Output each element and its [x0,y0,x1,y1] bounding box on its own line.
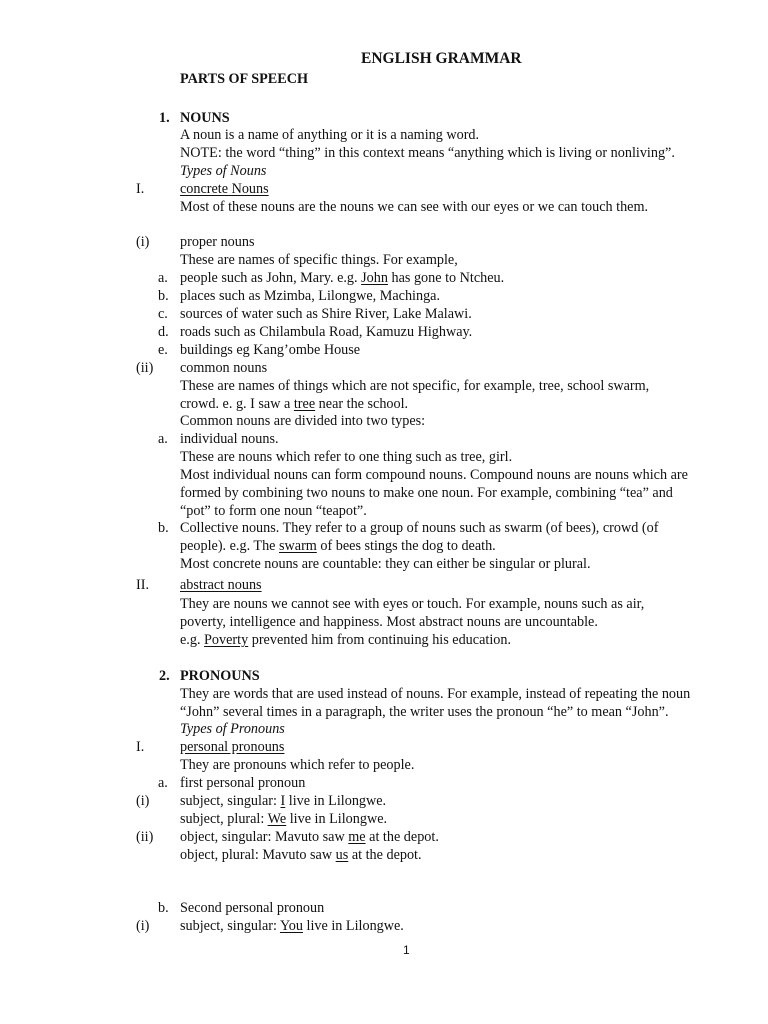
individual-marker: a. [158,431,168,447]
page-number: 1 [403,943,410,957]
list-item: people such as John, Mary. e.g. John has gone to Ntcheu. [180,270,505,286]
pronouns-line: “John” several times in a paragraph, the writer uses the pronoun “he” to mean “John”. [180,704,669,720]
common-nouns-example: crowd. e. g. I saw a tree near the school. [180,396,409,412]
section-subtitle: PARTS OF SPEECH [180,71,308,87]
example-line: subject, plural: We live in Lilongwe. [180,811,388,827]
abstract-line: They are nouns we cannot see with eyes or touch. For example, nouns such as air, [180,596,645,612]
subject-marker: (i) [136,793,150,809]
pronouns-line: They are words that are used instead of nouns. For example, instead of repeating the noun [180,686,691,702]
proper-nouns-heading: proper nouns [180,234,255,250]
list-item: sources of water such as Shire River, Lake Malawi. [180,306,472,322]
abstract-line: poverty, intelligence and happiness. Most abstract nouns are uncountable. [180,614,598,630]
list-marker: b. [158,288,169,304]
collective-example: people). e.g. The swarm of bees stings the dog to death. [180,538,496,554]
example-line: subject, singular: I live in Lilongwe. [180,793,387,809]
collective-line: Most concrete nouns are countable: they can either be singular or plural. [180,556,591,572]
second-person-heading: Second personal pronoun [180,900,325,916]
concrete-nouns-heading: concrete Nouns [180,181,269,197]
noun-definition: A noun is a name of anything or it is a naming word. [180,127,480,143]
second-person-marker: b. [158,900,169,916]
object-marker: (ii) [136,829,154,845]
list-marker: d. [158,324,169,340]
proper-nouns-desc: These are names of specific things. For example, [180,252,458,268]
individual-line: Most individual nouns can form compound nouns. Compound nouns are nouns which are [180,467,688,483]
abstract-marker: II. [136,577,149,593]
list-item: places such as Mzimba, Lilongwe, Machinga. [180,288,441,304]
personal-marker: I. [136,739,145,755]
concrete-nouns-desc: Most of these nouns are the nouns we can see with our eyes or we can touch them. [180,199,649,215]
concrete-marker: I. [136,181,145,197]
individual-nouns-heading: individual nouns. [180,431,279,447]
proper-marker: (i) [136,234,150,250]
list-item: buildings eg Kang’ombe House [180,342,361,358]
list-marker: e. [158,342,168,358]
collective-marker: b. [158,520,169,536]
example-line: subject, singular: You live in Lilongwe. [180,918,404,934]
pronouns-number: 2. [159,668,170,684]
common-nouns-heading: common nouns [180,360,268,376]
abstract-example: e.g. Poverty prevented him from continuing his education. [180,632,511,648]
individual-line: “pot” to form one noun “teapot”. [180,503,367,519]
document-title: ENGLISH GRAMMAR [361,50,522,67]
subject-marker: (i) [136,918,150,934]
common-nouns-desc: These are names of things which are not specific, for example, tree, school swarm, [180,378,650,394]
personal-pronouns-desc: They are pronouns which refer to people. [180,757,415,773]
pronouns-heading: PRONOUNS [180,668,260,684]
common-marker: (ii) [136,360,154,376]
list-item: roads such as Chilambula Road, Kamuzu Highway. [180,324,473,340]
nouns-number: 1. [159,110,170,126]
abstract-nouns-heading: abstract nouns [180,577,262,593]
example-line: object, singular: Mavuto saw me at the depot. [180,829,439,845]
common-nouns-divided: Common nouns are divided into two types: [180,413,426,429]
first-person-marker: a. [158,775,168,791]
personal-pronouns-heading: personal pronouns [180,739,285,755]
example-line: object, plural: Mavuto saw us at the depot. [180,847,422,863]
nouns-heading: NOUNS [180,110,230,126]
types-of-pronouns-heading: Types of Pronouns [180,721,285,737]
list-marker: a. [158,270,168,286]
first-person-heading: first personal pronoun [180,775,306,791]
collective-line: Collective nouns. They refer to a group of nouns such as swarm (of bees), crowd (of [180,520,659,536]
types-of-nouns-heading: Types of Nouns [180,163,267,179]
individual-line: These are nouns which refer to one thing such as tree, girl. [180,449,513,465]
noun-note: NOTE: the word “thing” in this context means “anything which is living or nonliving”. [180,145,675,161]
list-marker: c. [158,306,168,322]
individual-line: formed by combining two nouns to make one noun. For example, combining “tea” and [180,485,673,501]
